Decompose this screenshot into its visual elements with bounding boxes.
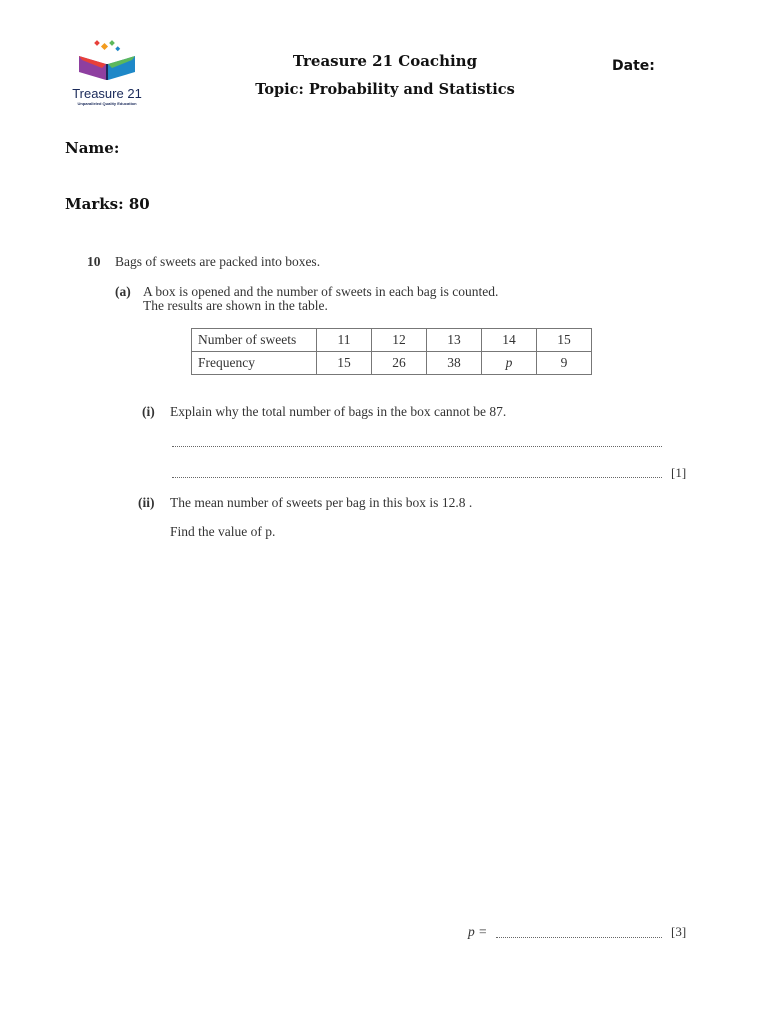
marks-label: Marks: 80	[65, 195, 150, 213]
answer-label: p =	[468, 924, 488, 939]
table-cell: 26	[372, 352, 427, 375]
question-stem: Bags of sweets are packed into boxes.	[115, 254, 321, 269]
table-row	[192, 329, 592, 352]
logo-tagline: Unparalleled Quality Education	[77, 101, 137, 106]
part-i-label: (i)	[142, 404, 155, 419]
table-cell	[482, 352, 537, 375]
part-a-line2: The results are shown in the table.	[143, 298, 328, 313]
answer-line[interactable]	[172, 446, 662, 447]
part-a-line1: A box is opened and the number of sweets in each bag is counted.	[143, 284, 499, 299]
part-i-text: Explain why the total number of bags in the box cannot be 87.	[170, 404, 507, 419]
table-cell: 11	[317, 329, 372, 352]
part-ii-text: The mean number of sweets per bag in this box is 12.8 .	[170, 495, 473, 510]
topic-title: Topic: Probability and Statistics	[255, 81, 515, 98]
frequency-table	[191, 328, 592, 375]
table-row	[192, 352, 592, 375]
table-cell: 15	[537, 329, 592, 352]
part-a-label: (a)	[115, 284, 131, 299]
date-label: Date:	[612, 58, 655, 74]
variable-p: p	[505, 355, 513, 370]
table-cell: 12	[372, 329, 427, 352]
table-header-cell: Frequency	[192, 352, 317, 375]
table-cell: 9	[537, 352, 592, 375]
question-number: 10	[87, 254, 101, 269]
marks-allocation: [3]	[671, 924, 687, 939]
marks-allocation: [1]	[671, 465, 687, 480]
table-header-cell: Number of sweets	[192, 329, 317, 352]
answer-line[interactable]	[172, 477, 662, 478]
name-label: Name:	[65, 139, 120, 157]
answer-line[interactable]	[496, 937, 662, 938]
table-cell: 14	[482, 329, 537, 352]
logo-name: Treasure 21	[72, 86, 142, 101]
page-title: Treasure 21 Coaching	[292, 52, 478, 70]
table-cell: 15	[317, 352, 372, 375]
part-ii-find-text: Find the value of p.	[170, 524, 276, 539]
table-cell: 38	[427, 352, 482, 375]
part-ii-label: (ii)	[138, 495, 155, 510]
table-cell: 13	[427, 329, 482, 352]
